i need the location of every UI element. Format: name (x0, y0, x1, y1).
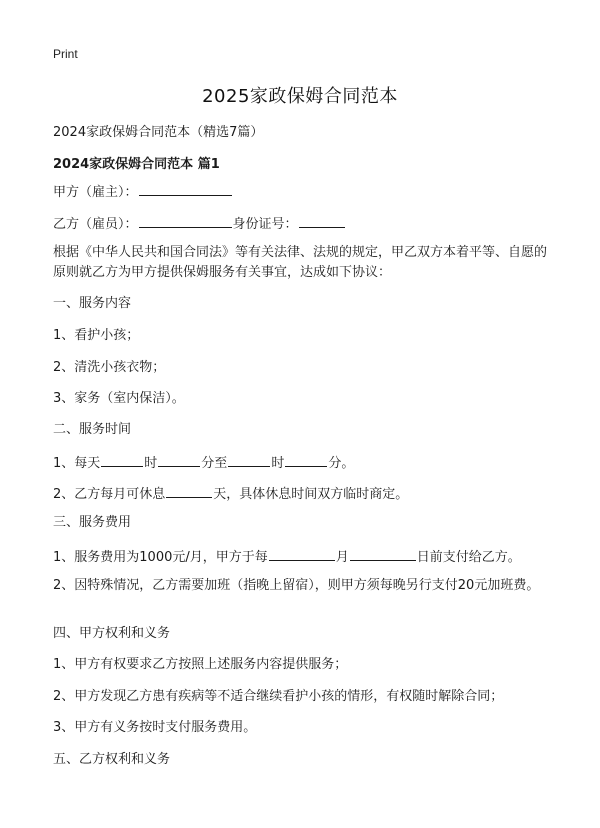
party-b-line (53, 212, 553, 235)
pay-day-blank (350, 545, 416, 561)
end-minute-blank (285, 451, 327, 467)
list-item: 1、看护小孩； (53, 328, 140, 343)
end-hour-blank (228, 451, 270, 467)
list-item: 2、清洗小孩衣物； (53, 360, 166, 375)
section-party-b-rights: 五、乙方权利和义务 (53, 752, 171, 767)
month-label: 月 (335, 550, 349, 565)
daily-label: 1、每天 (53, 456, 101, 471)
section-service-content: 一、服务内容 (53, 296, 132, 311)
hour-label: 时 (271, 456, 285, 471)
list-item: 1、甲方有权要求乙方按照上述服务内容提供服务； (53, 657, 348, 672)
rest-days-blank (166, 482, 212, 498)
hour-label: 时 (144, 456, 158, 471)
party-b-label: 乙方（雇员）： (53, 217, 138, 232)
id-number-label: 身份证号： (232, 217, 298, 232)
rest-suffix: 天，具体休息时间双方临时商定。 (213, 487, 409, 502)
document-subtitle: 2024家政保姆合同范本（精选7篇） (53, 125, 264, 140)
pay-suffix: 日前支付给乙方。 (416, 550, 521, 565)
fee-line (53, 545, 553, 568)
party-a-label: 甲方（雇主）： (53, 185, 138, 200)
party-a-line (53, 180, 553, 203)
print-link[interactable]: Print (53, 47, 78, 61)
party-a-blank (139, 180, 232, 196)
section-party-a-rights: 四、甲方权利和义务 (53, 626, 171, 641)
rest-label: 2、乙方每月可休息 (53, 487, 166, 502)
minute-to-label: 分至 (201, 456, 228, 471)
start-minute-blank (158, 451, 200, 467)
minute-label: 分。 (328, 456, 355, 471)
list-item: 3、家务（室内保洁）。 (53, 391, 185, 406)
daily-hours-line (53, 451, 553, 474)
list-item: 2、甲方发现乙方患有疾病等不适合继续看护小孩的情形，有权随时解除合同； (53, 689, 504, 704)
party-b-blank (139, 212, 232, 228)
start-hour-blank (101, 451, 143, 467)
pay-month-blank (269, 545, 335, 561)
intro-paragraph: 根据《中华人民共和国合同法》等有关法律、法规的规定，甲乙双方本着平等、自愿的原则就乙方为甲方提供保姆服务有关事宜，达成如下协议： (53, 245, 548, 280)
section-service-fee: 三、服务费用 (53, 515, 132, 530)
section-service-time: 二、服务时间 (53, 422, 132, 437)
page-title: 2025家政保姆合同范本 (202, 86, 398, 107)
list-item: 3、甲方有义务按时支付服务费用。 (53, 720, 257, 735)
overtime-paragraph: 2、因特殊情况，乙方需要加班（指晚上留宿），则甲方须每晚另行支付20元加班费。 (53, 578, 540, 593)
section-heading: 2024家政保姆合同范本 篇1 (53, 157, 220, 172)
rest-days-line (53, 482, 553, 505)
id-number-blank (299, 212, 345, 228)
fee-label: 1、服务费用为1000元/月，甲方于每 (53, 550, 268, 565)
